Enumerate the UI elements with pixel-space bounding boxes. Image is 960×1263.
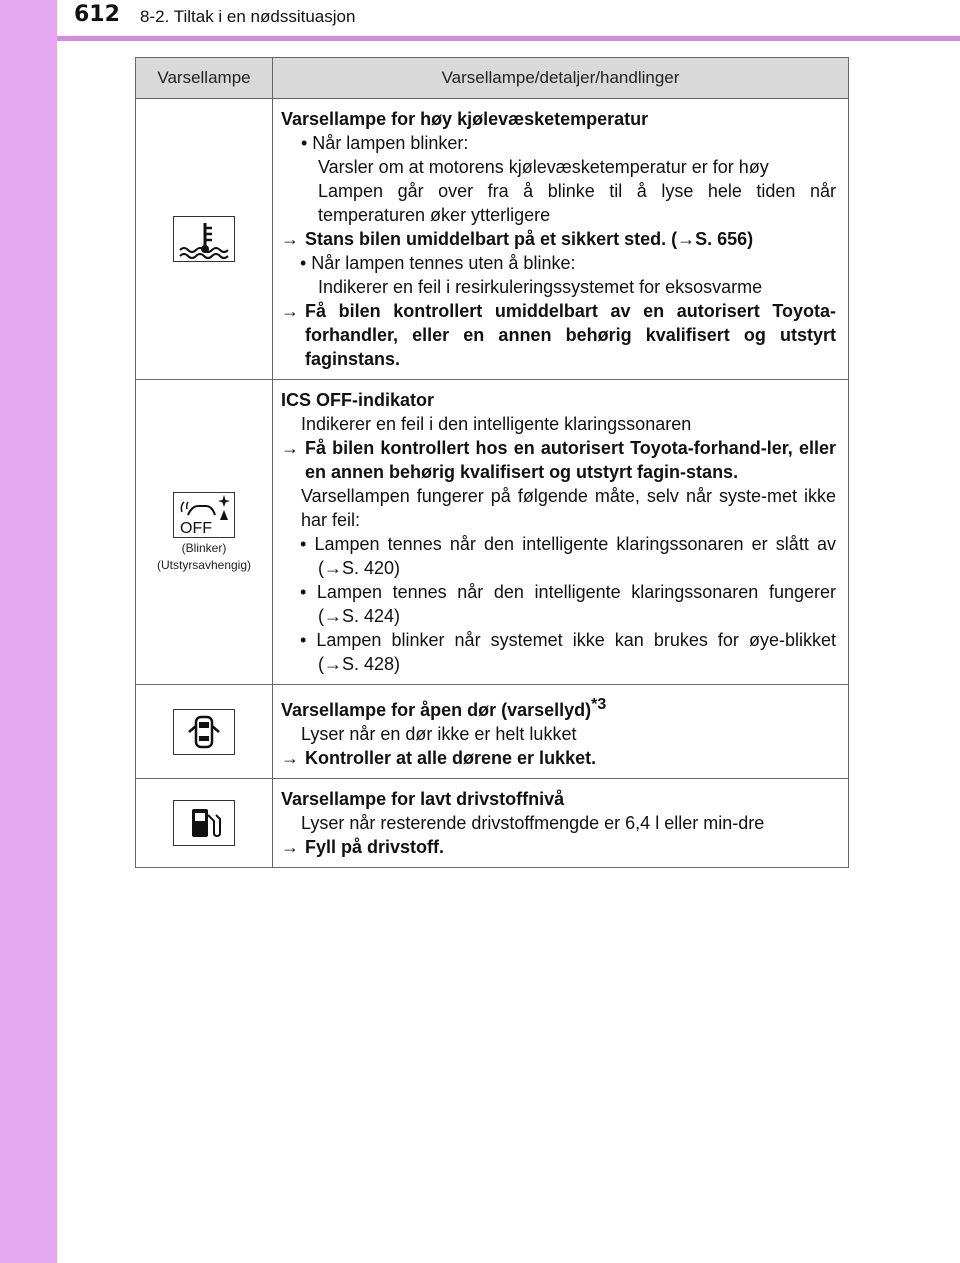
page-number: 612 [74, 2, 120, 27]
action-text: → Fyll på drivstoff. [281, 837, 445, 857]
details-cell [273, 685, 849, 779]
description: Lyser når resterende drivstoffmengde er 6,4 l eller min-dre [301, 813, 765, 833]
col-header-details: Varsellampe/detaljer/handlinger [273, 58, 849, 99]
coolant-temperature-icon [173, 216, 235, 262]
table-row [136, 99, 849, 380]
table-row [136, 380, 849, 685]
table-row [136, 779, 849, 868]
action-text: → Kontroller at alle dørene er lukket. [281, 748, 597, 768]
bullet: • Lampen tennes når den intelligente klaringssonaren er slått av (→S. 420) [300, 534, 836, 578]
side-tab [0, 0, 57, 1263]
footnote-marker: *3 [591, 696, 607, 713]
description: Varsler om at motorens kjølevæsketemperatur er for høy [318, 157, 769, 177]
arrow-icon: → [281, 438, 299, 458]
arrow-icon: → [281, 301, 299, 321]
header-rule [57, 36, 960, 41]
description: Lampen går over fra å blinke til å lyse hele tiden når temperaturen øker ytterligere [318, 181, 836, 225]
description: Varsellampen fungerer på følgende måte, selv når syste-met ikke har feil: [301, 486, 836, 530]
ics-off-text: OFF [180, 520, 212, 537]
arrow-icon: → [281, 229, 299, 249]
lamp-title: Varsellampe for åpen dør (varsellyd)$^{*3}$ [281, 696, 607, 720]
lamp-sublabel: (Utstyrsavhengig) [156, 558, 252, 572]
lamp-title: ICS OFF-indikator [281, 390, 434, 410]
table-header-row [136, 58, 849, 99]
warning-table [135, 57, 848, 868]
bullet: • Lampen blinker når systemet ikke kan brukes for øye-blikket (→S. 428) [300, 630, 836, 674]
lamp-cell [136, 380, 273, 685]
action-text: → Stans bilen umiddelbart på et sikkert sted. (→S. 656) [281, 229, 754, 249]
door-open-icon [173, 709, 235, 755]
action-text: → Få bilen kontrollert hos en autorisert Toyota-forhand-ler, eller en annen behørig kvalifisert og utstyrt fagin-stans. [281, 438, 836, 482]
details-cell [273, 99, 849, 380]
description: Lyser når en dør ikke er helt lukket [301, 724, 577, 744]
fuel-pump-icon [173, 800, 235, 846]
lamp-sublabel: (Blinker) [181, 541, 227, 555]
lamp-cell [136, 99, 273, 380]
bullet: • Når lampen tennes uten å blinke: [300, 253, 576, 273]
arrow-icon: → [281, 748, 299, 768]
lamp-title: Varsellampe for lavt drivstoffnivå [281, 789, 565, 809]
bullet: • Lampen tennes når den intelligente klaringssonaren fungerer (→S. 424) [300, 582, 836, 626]
arrow-icon: → [281, 837, 299, 857]
description: Indikerer en feil i resirkuleringssystemet for eksosvarme [318, 277, 763, 297]
col-header-lamp: Varsellampe [136, 58, 273, 99]
lamp-title: Varsellampe for høy kjølevæsketemperatur [281, 109, 649, 129]
lamp-cell [136, 685, 273, 779]
section-title: 8-2. Tiltak i en nødssituasjon [140, 7, 356, 26]
lamp-cell [136, 779, 273, 868]
details-cell [273, 779, 849, 868]
description: Indikerer en feil i den intelligente klaringssonaren [301, 414, 692, 434]
bullet: • Når lampen blinker: [301, 133, 469, 153]
table-row [136, 685, 849, 779]
action-text: → Få bilen kontrollert umiddelbart av en autorisert Toyota-forhandler, eller en annen behørig kvalifisert og utstyrt faginstans. [281, 301, 836, 369]
details-cell [273, 380, 849, 685]
ics-off-icon [173, 492, 235, 538]
